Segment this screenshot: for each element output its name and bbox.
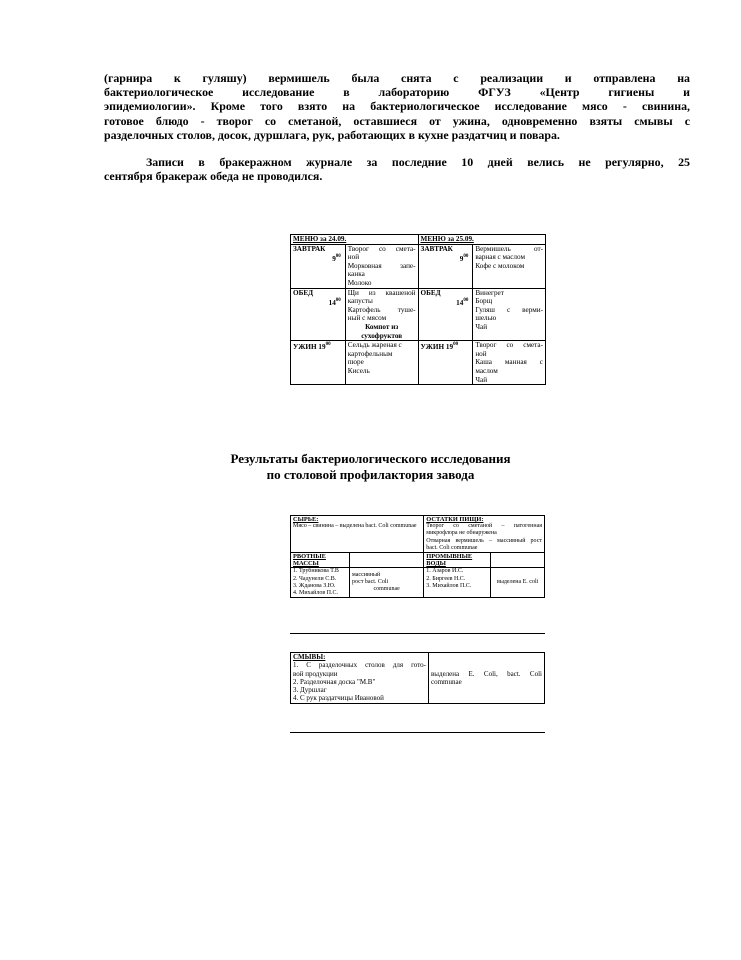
- dishes-25-lunch: Винегрет Борщ Гуляш с верми- шелью Чай: [473, 288, 546, 341]
- menu-table: [290, 234, 546, 385]
- swabs-table: [290, 652, 545, 704]
- meal-label-dinner: УЖИН $19^{00}$: [291, 341, 346, 385]
- dishes-24-breakfast: Творог со смета- ной Морковная запе- канка Молоко: [345, 244, 418, 288]
- dishes-25-dinner: Творог со смета- ной Каша манная с маслом Чай: [473, 341, 546, 385]
- menu-row-breakfast: [291, 244, 546, 288]
- results-title: Результаты бактериологического исследования по столовой профилактория завода: [230, 451, 511, 482]
- text-line: эпидемиологии». Кроме того взято на бактериологическое исследование мясо - свинина,: [104, 99, 690, 114]
- results-table: [290, 515, 545, 598]
- text-line: разделочных столов, досок, дуршлага, рук, работающих в кухне раздатчиц и повара.: [104, 127, 560, 142]
- menu-row-dinner: [291, 341, 546, 385]
- divider-rule-bottom: [290, 732, 545, 733]
- menu-header-24: МЕНЮ за 24.09.: [291, 235, 419, 245]
- text-line: бактериологическое исследование в лабораторию ФГУЗ «Центр гигиены и: [104, 85, 690, 100]
- menu-row-lunch: [291, 288, 546, 341]
- wash-result: выделена E. coli: [491, 568, 545, 598]
- menu-header-25: МЕНЮ за 25.09.: [418, 235, 545, 245]
- wash-people: 1. Азаров И.С. 2. Биргеев Н.С. 3. Михайлов П.С.: [424, 568, 491, 598]
- meal-label-breakfast: ЗАВТРАК $9^{00}$: [291, 244, 346, 288]
- meal-label-breakfast-25: ЗАВТРАК $9^{00}$: [418, 244, 473, 288]
- meal-label-dinner-25: УЖИН $19^{00}$: [418, 341, 473, 385]
- meal-label-lunch: ОБЕД $14^{00}$: [291, 288, 346, 341]
- dishes-24-dinner: Сельдь жареная с картофельным пюре Кисель: [345, 341, 418, 385]
- paragraph-journal: [104, 155, 690, 183]
- swabs-items: СМЫВЫ: 1. С разделочных столов для гото- вой продукции 2. Разделочная доска "М.В" 3. Дуршлаг 4. С рук раздатчицы Ивановой: [291, 653, 429, 704]
- meal-label-lunch-25: ОБЕД $14^{00}$: [418, 288, 473, 341]
- wash-header: ПРОМЫВНЫЕ ВОДЫ: [424, 553, 491, 568]
- vomit-header: РВОТНЫЕ МАССЫ: [291, 553, 350, 568]
- divider-rule: [290, 633, 545, 634]
- swabs-result: выделена E. Coli, bact. Coli communae: [429, 653, 545, 704]
- raw-cell: СЫРЬЕ: Мясо – свинина – выделена bact. Coli communae: [291, 516, 424, 553]
- text-line: Записи в бракеражном журнале за последние 10 дней велись не регулярно, 25: [146, 155, 690, 169]
- leftovers-cell: ОСТАТКИ ПИЩИ: Творог со сметаной – патогенная микрофлора не обнаружена Отварная вермишель – массивный рост bact. Coli communae: [424, 516, 545, 553]
- text-line: сентября бракераж обеда не проводился.: [104, 169, 323, 184]
- vomit-people: 1. Трубникова Т.В 2. Чадунели С.В. 3. Жданова З.Ю. 4. Михайлов П.С.: [291, 568, 350, 598]
- dishes-25-breakfast: Вермишель от- варная с маслом Кофе с молоком: [473, 244, 546, 288]
- paragraph-continuation: [104, 71, 690, 142]
- vomit-result: массивный рост bact. Coli communae: [350, 568, 424, 598]
- text-line: (гарнира к гуляшу) вермишель была снята с реализации и отправлена на: [104, 71, 690, 85]
- text-line: готовое блюдо - творог со сметаной, оставшиеся от ужина, одновременно взяты смывы с: [104, 113, 690, 128]
- dishes-24-lunch: Щи из квашеной капусты Картофель туше- ный с мясом Компот из сухофруктов: [345, 288, 418, 341]
